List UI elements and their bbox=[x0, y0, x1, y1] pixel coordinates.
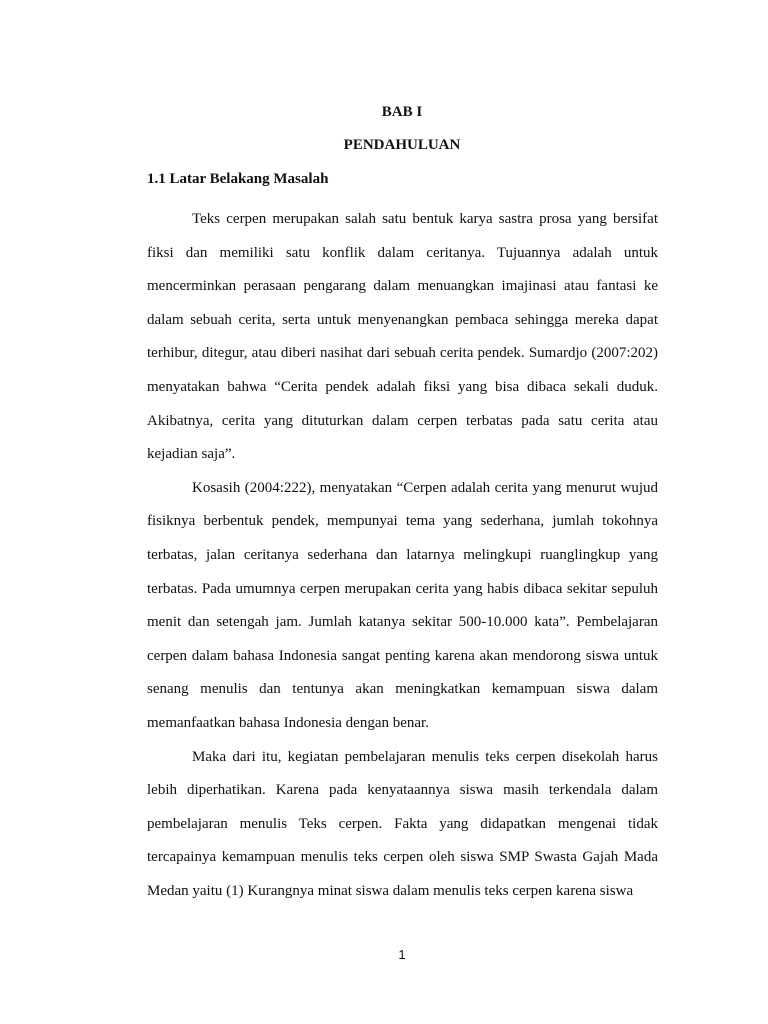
paragraph: Kosasih (2004:222), menyatakan “Cerpen adalah cerita yang menurut wujud fisiknya berbentuk pendek, mempunyai tema yang sederhana, jumlah tokohnya terbatas, jalan ceritanya sederhana dan latarnya melingkupi ruanglingkup yang terbatas. Pada umumnya cerpen merupakan cerita yang habis dibaca sekitar sepuluh menit dan setengah jam. Jumlah katanya sekitar 500-10.000 kata”. Pembelajaran cerpen dalam bahasa Indonesia sangat penting karena akan mendorong siswa untuk senang menulis dan tentunya akan meningkatkan kemampuan siswa dalam memanfaatkan bahasa Indonesia dengan benar. bbox=[147, 479, 658, 731]
paragraph: Maka dari itu, kegiatan pembelajaran menulis teks cerpen disekolah harus lebih diperhatikan. Karena pada kenyataannya siswa masih terkendala dalam pembelajaran menulis Teks cerpen. Fakta yang didapatkan mengenai tidak tercapainya kemampuan menulis teks cerpen oleh siswa SMP Swasta Gajah Mada Medan yaitu (1) Kurangnya minat siswa dalam menulis teks cerpen karena siswa bbox=[147, 748, 658, 899]
page-number: 1 bbox=[398, 947, 406, 962]
chapter-number: BAB I bbox=[381, 104, 423, 120]
section-heading: 1.1 Latar Belakang Masalah bbox=[147, 171, 329, 187]
body-text bbox=[147, 203, 658, 908]
paragraph: Teks cerpen merupakan salah satu bentuk karya sastra prosa yang bersifat fiksi dan memiliki satu konflik dalam ceritanya. Tujuannya adalah untuk mencerminkan perasaan pengarang dalam menuangkan imajinasi atau fantasi ke dalam sebuah cerita, serta untuk menyenangkan pembaca sehingga mereka dapat terhibur, ditegur, atau diberi nasihat dari sebuah cerita pendek. Sumardjo (2007:202) menyatakan bahwa “Cerita pendek adalah fiksi yang bisa dibaca sekali duduk. Akibatnya, cerita yang dituturkan dalam cerpen terbatas pada satu cerita atau kejadian saja”. bbox=[147, 211, 658, 463]
chapter-title: PENDAHULUAN bbox=[343, 137, 461, 153]
